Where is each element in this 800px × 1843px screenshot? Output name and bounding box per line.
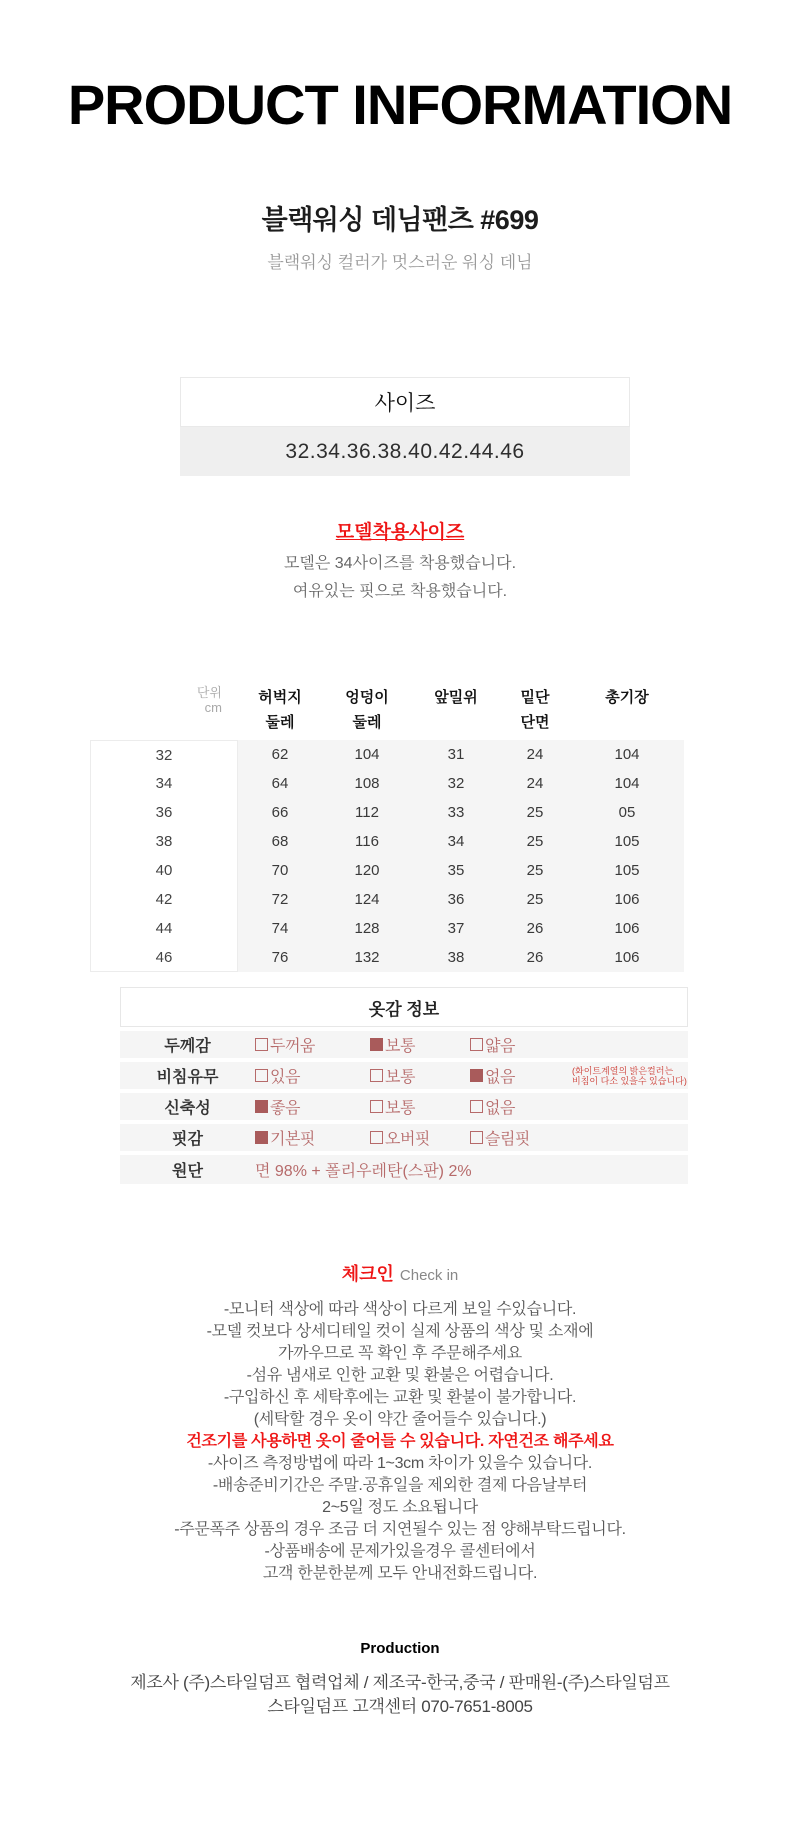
notice-line: 가까우므로 꼭 확인 후 주문해주세요 — [278, 1345, 522, 1362]
product-name: 블랙워싱 데님팬츠 #699 — [261, 205, 539, 235]
checkbox-icon — [255, 1069, 268, 1082]
fabric-option — [370, 1033, 470, 1056]
fabric-row-sheerness — [120, 1062, 688, 1089]
fabric-row-thickness — [120, 1031, 688, 1058]
size-cell: 33 — [412, 798, 500, 827]
size-cell: 72 — [238, 885, 322, 914]
size-row-label: 36 — [90, 798, 238, 827]
size-cell: 62 — [238, 740, 322, 769]
unit-word: 단위 — [196, 685, 222, 700]
fabric-option-label: 없음 — [485, 1100, 515, 1117]
checkbox-icon — [370, 1069, 383, 1082]
size-row-label: 44 — [90, 914, 238, 943]
fabric-option-label: 보통 — [385, 1038, 415, 1055]
fabric-row-fit — [120, 1124, 688, 1151]
product-tagline: 블랙워싱 컬러가 멋스러운 워싱 데님 — [267, 253, 533, 272]
size-cell: 104 — [570, 740, 684, 769]
notice-line: -모델 컷보다 상세디테일 컷이 실제 상품의 색상 및 소재에 — [206, 1323, 594, 1340]
model-fit-line: 여유있는 핏으로 착용했습니다. — [292, 583, 508, 600]
checkbox-icon — [370, 1131, 383, 1144]
notice-line: 2~5일 정도 소요됩니다 — [322, 1499, 478, 1516]
page-title: PRODUCT INFORMATION — [67, 73, 733, 136]
notice-line: -섬유 냄새로 인한 교환 및 환불은 어렵습니다. — [246, 1367, 554, 1384]
size-cell: 106 — [570, 943, 684, 972]
checkbox-icon — [470, 1069, 483, 1082]
size-row-label: 34 — [90, 769, 238, 798]
size-box — [180, 377, 630, 476]
fabric-row-label: 핏감 — [172, 1131, 203, 1148]
model-fit-section — [0, 517, 800, 606]
production-line: 제조사 (주)스타일덤프 협력업체 / 제조국-한국,중국 / 판매원-(주)스타일덤프 — [130, 1673, 670, 1692]
production-title: Production — [360, 1640, 440, 1657]
model-fit-line: 모델은 34사이즈를 착용했습니다. — [283, 555, 517, 572]
fabric-option-label: 기본핏 — [270, 1131, 315, 1148]
fabric-option — [470, 1126, 570, 1149]
fabric-option-label: 오버핏 — [385, 1131, 430, 1148]
checkbox-icon — [470, 1131, 483, 1144]
fabric-option — [255, 1064, 370, 1087]
notice-line-warning: 건조기를 사용하면 옷이 줄어들 수 있습니다. 자연건조 해주세요 — [186, 1433, 614, 1450]
notice-line: 고객 한분한분께 모두 안내전화드립니다. — [262, 1565, 538, 1582]
size-cell: 26 — [500, 914, 570, 943]
size-cell: 120 — [322, 856, 412, 885]
size-cell: 105 — [570, 856, 684, 885]
size-cell: 36 — [412, 885, 500, 914]
size-cell: 26 — [500, 943, 570, 972]
checkbox-icon — [255, 1100, 268, 1113]
size-table — [90, 675, 684, 972]
size-cell: 128 — [322, 914, 412, 943]
fabric-option — [255, 1126, 370, 1149]
fabric-option — [255, 1033, 370, 1056]
fabric-row-label: 두께감 — [164, 1038, 211, 1055]
checkin-title — [0, 1260, 800, 1286]
fabric-option-label: 얇음 — [485, 1038, 515, 1055]
checkin-title-ko: 체크인 — [341, 1264, 394, 1284]
column-header-length: 총기장 — [605, 689, 649, 706]
checkin-title-en: Check in — [399, 1267, 459, 1284]
fabric-row-material — [120, 1155, 688, 1184]
size-cell: 38 — [412, 943, 500, 972]
fabric-option-label: 좋음 — [270, 1100, 300, 1117]
fabric-row-stretch — [120, 1093, 688, 1120]
notice-line: -구입하신 후 세탁후에는 교환 및 환불이 불가합니다. — [223, 1389, 577, 1406]
size-cell: 132 — [322, 943, 412, 972]
fabric-option — [370, 1095, 470, 1118]
size-cell: 34 — [412, 827, 500, 856]
fabric-option — [370, 1126, 470, 1149]
size-row-label: 46 — [90, 943, 238, 972]
size-cell: 76 — [238, 943, 322, 972]
fabric-option-label: 슬림핏 — [485, 1131, 530, 1148]
notice-line: -주문폭주 상품의 경우 조금 더 지연될수 있는 점 양해부탁드립니다. — [174, 1521, 626, 1538]
size-row-label: 38 — [90, 827, 238, 856]
checkbox-icon — [370, 1100, 383, 1113]
size-cell: 105 — [570, 827, 684, 856]
fabric-option-label: 보통 — [385, 1100, 415, 1117]
size-box-values: 32.34.36.38.40.42.44.46 — [180, 427, 630, 476]
size-row-label: 42 — [90, 885, 238, 914]
fabric-option-label: 없음 — [485, 1069, 515, 1086]
size-cell: 25 — [500, 798, 570, 827]
size-cell: 64 — [238, 769, 322, 798]
size-cell: 70 — [238, 856, 322, 885]
production-line: 스타일덤프 고객센터 070-7651-8005 — [267, 1697, 533, 1716]
fabric-row-label: 신축성 — [164, 1100, 211, 1117]
size-cell: 74 — [238, 914, 322, 943]
production-section — [0, 1640, 800, 1719]
notice-line: -사이즈 측정방법에 따라 1~3cm 차이가 있을수 있습니다. — [207, 1455, 593, 1472]
size-row-label: 40 — [90, 856, 238, 885]
fabric-option — [470, 1064, 570, 1087]
notice-line: -모니터 색상에 따라 색상이 다르게 보일 수있습니다. — [223, 1301, 577, 1318]
size-cell: 112 — [322, 798, 412, 827]
size-cell: 106 — [570, 914, 684, 943]
size-cell: 66 — [238, 798, 322, 827]
model-fit-title: 모델착용사이즈 — [335, 522, 465, 543]
size-cell: 108 — [322, 769, 412, 798]
fabric-row-label: 비침유무 — [156, 1069, 219, 1086]
unit-label — [90, 675, 238, 740]
size-cell: 32 — [412, 769, 500, 798]
size-cell: 37 — [412, 914, 500, 943]
notice-line: -배송준비기간은 주말.공휴일을 제외한 결제 다음날부터 — [212, 1477, 588, 1494]
column-header-hem: 밑단 단면 — [520, 689, 550, 731]
size-box-header: 사이즈 — [180, 377, 630, 427]
size-cell: 106 — [570, 885, 684, 914]
size-cell: 104 — [570, 769, 684, 798]
size-cell: 68 — [238, 827, 322, 856]
size-cell: 116 — [322, 827, 412, 856]
unit-cm: cm — [204, 700, 222, 715]
fabric-option — [255, 1095, 370, 1118]
size-cell: 24 — [500, 740, 570, 769]
size-cell: 31 — [412, 740, 500, 769]
fabric-option-label: 보통 — [385, 1069, 415, 1086]
fabric-option — [370, 1064, 470, 1087]
fabric-info-table — [120, 987, 688, 1184]
size-cell: 25 — [500, 856, 570, 885]
size-row-label: 32 — [90, 740, 238, 769]
fabric-option — [470, 1033, 570, 1056]
fabric-row-label: 원단 — [172, 1163, 203, 1180]
checkin-section — [0, 1260, 800, 1582]
notice-line: -상품배송에 문제가있을경우 콜센터에서 — [264, 1543, 536, 1560]
fabric-option — [470, 1095, 570, 1118]
notice-line: (세탁할 경우 옷이 약간 줄어들수 있습니다.) — [253, 1411, 547, 1428]
checkbox-icon — [470, 1038, 483, 1051]
material-value: 면 98% + 폴리우레탄(스판) 2% — [255, 1163, 472, 1180]
column-header-thigh: 허벅지 둘레 — [258, 689, 302, 731]
checkbox-icon — [255, 1131, 268, 1144]
size-cell: 05 — [570, 798, 684, 827]
fabric-info-title: 옷감 정보 — [120, 987, 688, 1027]
checkbox-icon — [470, 1100, 483, 1113]
column-header-hip: 엉덩이 둘레 — [345, 689, 389, 731]
size-cell: 104 — [322, 740, 412, 769]
size-cell: 25 — [500, 827, 570, 856]
size-cell: 124 — [322, 885, 412, 914]
fabric-option-label: 두꺼움 — [270, 1038, 315, 1055]
size-cell: 25 — [500, 885, 570, 914]
size-cell: 35 — [412, 856, 500, 885]
checkbox-icon — [255, 1038, 268, 1051]
size-cell: 24 — [500, 769, 570, 798]
checkbox-icon — [370, 1038, 383, 1051]
fabric-option-label: 있음 — [270, 1069, 300, 1086]
column-header-front-rise: 앞밀위 — [434, 689, 478, 706]
sheerness-note: (화이트계열의 밝은컬러는 비침이 다소 있을수 있습니다) — [572, 1065, 687, 1086]
